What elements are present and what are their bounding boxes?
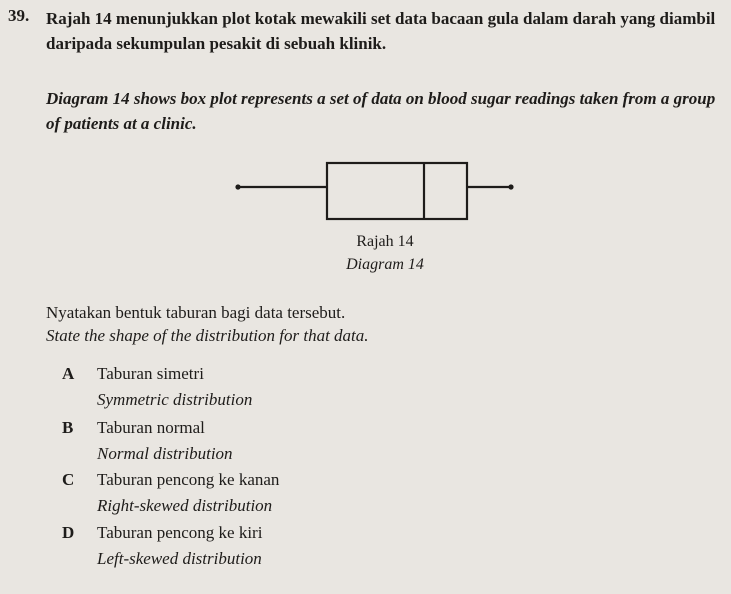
- prompt-malay: Nyatakan bentuk taburan bagi data tersebut.: [46, 303, 346, 322]
- option-a-letter[interactable]: A: [62, 364, 75, 383]
- option-b-malay[interactable]: Taburan normal: [97, 418, 205, 437]
- prompt-english: State the shape of the distribution for that data.: [46, 326, 369, 345]
- option-c-english[interactable]: Right-skewed distribution: [97, 496, 273, 515]
- option-d-malay[interactable]: Taburan pencong ke kiri: [97, 523, 263, 542]
- option-c-letter[interactable]: C: [62, 470, 75, 489]
- option-c-malay[interactable]: Taburan pencong ke kanan: [97, 470, 280, 489]
- option-d-letter[interactable]: D: [62, 523, 75, 542]
- diagram-caption-english: Diagram 14: [346, 256, 424, 273]
- diagram-caption-malay: Rajah 14: [356, 233, 414, 250]
- option-a-malay[interactable]: Taburan simetri: [97, 364, 204, 383]
- option-d-english[interactable]: Left-skewed distribution: [97, 549, 262, 568]
- maximum-point: [508, 184, 513, 189]
- minimum-point: [235, 184, 240, 189]
- option-b-english[interactable]: Normal distribution: [97, 444, 233, 463]
- question-text-malay: Rajah 14 menunjukkan plot kotak mewakili set data bacaan gula dalam darah yang diambil daripada sekumpulan pesakit di sebuah klinik.: [46, 9, 716, 53]
- option-a-english[interactable]: Symmetric distribution: [97, 390, 253, 409]
- question-number: 39.: [8, 6, 30, 25]
- question-text-english: Diagram 14 shows box plot represents a set of data on blood sugar readings taken from a group of patients at a clinic.: [46, 89, 716, 133]
- box-iqr: [327, 163, 467, 219]
- box-plot-diagram: [222, 152, 522, 232]
- option-b-letter[interactable]: B: [62, 418, 74, 437]
